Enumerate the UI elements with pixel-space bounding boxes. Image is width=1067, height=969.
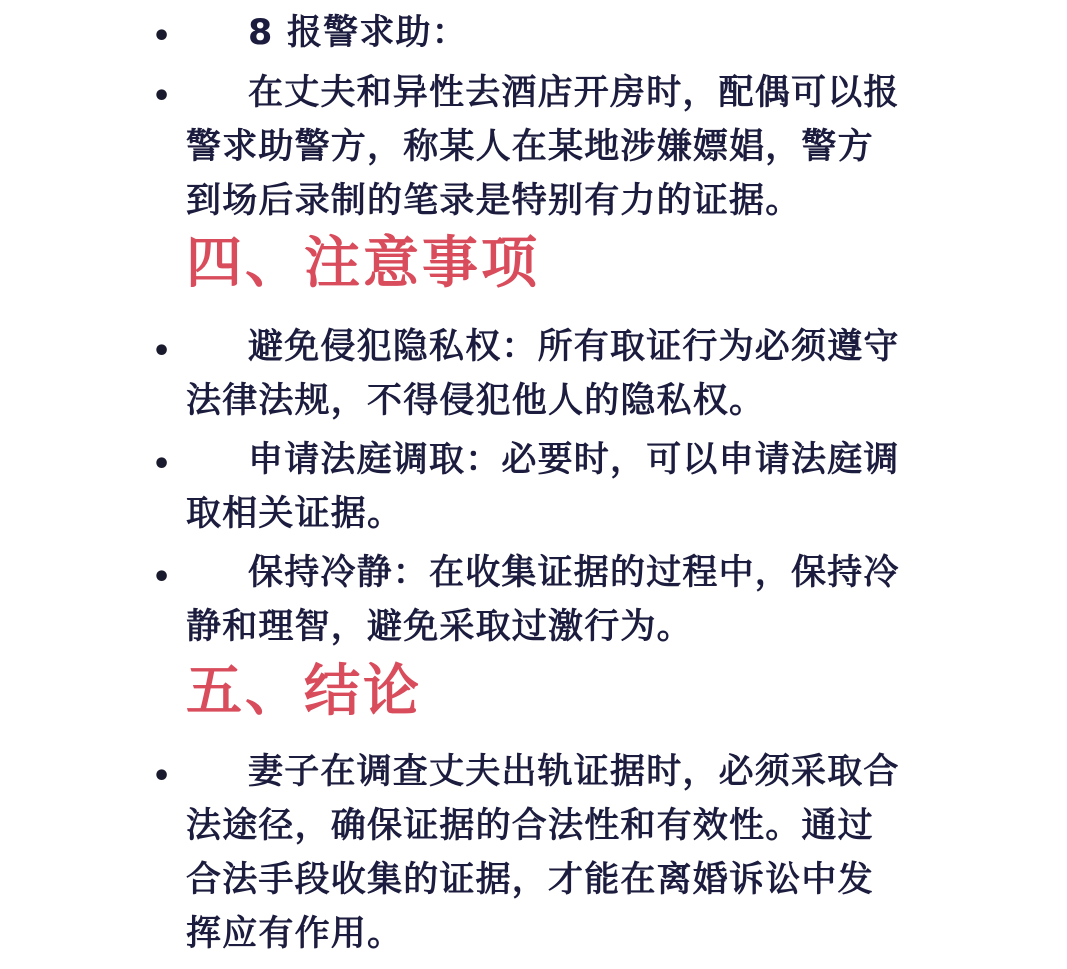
precaution-1-text: 避免侵犯隐私权：所有取证行为必须遵守法律法规，不得侵犯他人的隐私权。: [186, 327, 900, 421]
precaution-3-text: 保持冷静：在收集证据的过程中，保持冷静和理智，避免采取过激行为。: [186, 553, 900, 647]
bullet-icon: •: [152, 560, 172, 595]
bullet-icon: •: [152, 759, 172, 794]
bullet-icon: •: [152, 79, 172, 114]
item-8-title-text: 8 报警求助：: [248, 13, 468, 53]
bullet-icon: •: [152, 334, 172, 369]
bullet-icon: •: [152, 447, 172, 482]
conclusion-text: 妻子在调查丈夫出轨证据时，必须采取合法途径，确保证据的合法性和有效性。通过合法手段收集的证据，才能在离婚诉讼中发挥应有作用。: [186, 752, 900, 954]
section-heading-precautions: 四、注意事项: [186, 231, 540, 296]
section-heading-conclusion: 五、结论: [186, 659, 422, 724]
item-8-body-text: 在丈夫和异性去酒店开房时，配偶可以报警求助警方，称某人在某地涉嫌嫖娼，警方到场后录制的笔录是特别有力的证据。: [186, 73, 900, 221]
precaution-2-text: 申请法庭调取：必要时，可以申请法庭调取相关证据。: [186, 440, 900, 534]
bullet-icon: •: [152, 19, 172, 54]
